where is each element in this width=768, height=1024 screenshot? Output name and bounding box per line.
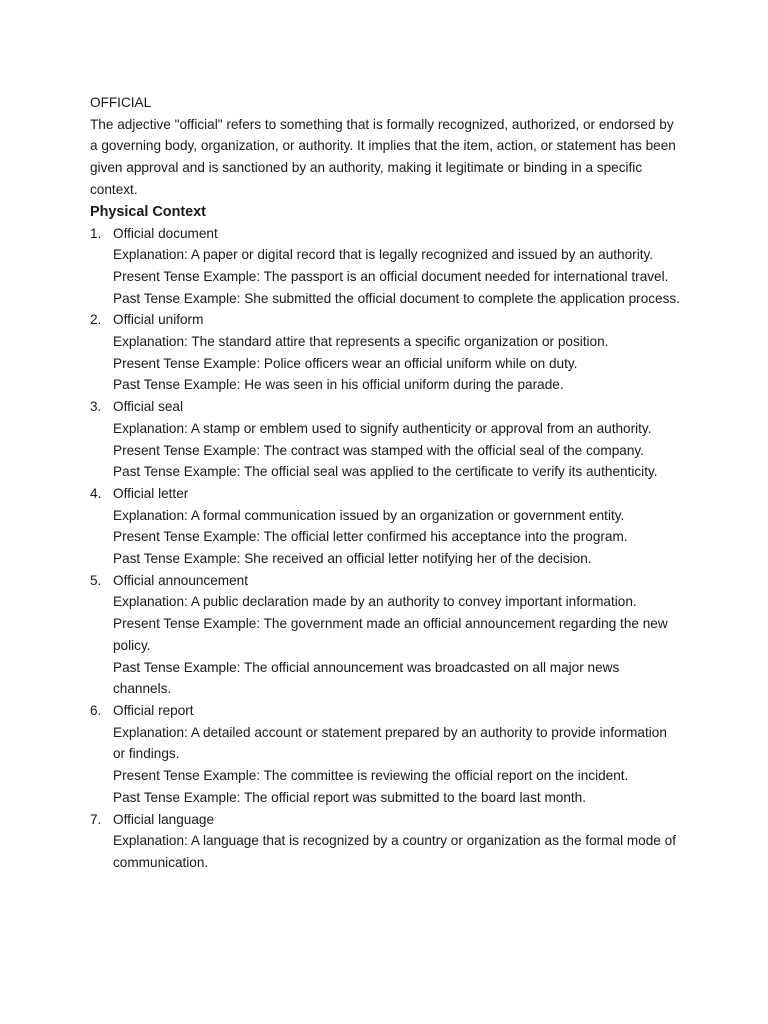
past-example-text: Past Tense Example: The official report was submitted to the board last month.: [113, 789, 587, 805]
document-title: OFFICIAL: [90, 95, 152, 110]
item-number: 6.: [90, 702, 102, 718]
intro-paragraph: The adjective "official" refers to something that is formally recognized, authorized, or endorsed by a governing body, organization, or authority. It implies that the item, action, or statement has been given approval and is sanctioned by an authority, making it legitimate or binding in a specific context.: [90, 116, 676, 197]
list-item: [90, 570, 680, 700]
present-example-text: Present Tense Example: The passport is an official document needed for international travel.: [113, 268, 669, 284]
item-number: 7.: [90, 811, 102, 827]
present-example-text: Present Tense Example: The official letter confirmed his acceptance into the program.: [113, 529, 628, 545]
item-number: 3.: [90, 399, 102, 415]
explanation-text: Explanation: A stamp or emblem used to signify authenticity or approval from an authority.: [113, 420, 652, 436]
past-example-text: Past Tense Example: She submitted the official document to complete the application process.: [113, 290, 680, 306]
explanation-text: Explanation: A language that is recognized by a country or organization as the formal mode of communication.: [113, 833, 676, 870]
term-name: Official letter: [113, 485, 189, 501]
present-example-text: Present Tense Example: Police officers wear an official uniform while on duty.: [113, 355, 578, 371]
explanation-text: Explanation: The standard attire that represents a specific organization or position.: [113, 334, 609, 350]
term-name: Official announcement: [113, 572, 249, 588]
explanation-text: Explanation: A formal communication issued by an organization or government entity.: [113, 507, 625, 523]
term-list: [90, 223, 680, 874]
past-example-text: Past Tense Example: He was seen in his official uniform during the parade.: [113, 377, 564, 393]
present-example-text: Present Tense Example: The contract was stamped with the official seal of the company.: [113, 442, 644, 458]
item-number: 5.: [90, 572, 102, 588]
explanation-text: Explanation: A paper or digital record that is legally recognized and issued by an authority.: [113, 247, 654, 263]
past-example-text: Past Tense Example: The official seal was applied to the certificate to verify its authenticity.: [113, 464, 658, 480]
item-number: 4.: [90, 485, 102, 501]
present-example-text: Present Tense Example: The committee is reviewing the official report on the incident.: [113, 768, 629, 784]
list-item: [90, 700, 680, 809]
term-name: Official language: [113, 811, 215, 827]
explanation-text: Explanation: A detailed account or statement prepared by an authority to provide information or findings.: [113, 724, 667, 762]
list-item: [90, 483, 680, 570]
list-item: [90, 223, 680, 310]
term-name: Official report: [113, 702, 194, 718]
item-number: 2.: [90, 312, 102, 328]
list-item: [90, 396, 680, 483]
term-name: Official uniform: [113, 312, 204, 328]
section-heading: Physical Context: [90, 203, 206, 220]
list-item: [90, 809, 680, 874]
document-page: [90, 92, 680, 874]
term-name: Official document: [113, 225, 218, 241]
past-example-text: Past Tense Example: She received an official letter notifying her of the decision.: [113, 551, 592, 567]
present-example-text: Present Tense Example: The government made an official announcement regarding the new policy.: [113, 616, 668, 653]
past-example-text: Past Tense Example: The official announcement was broadcasted on all major news channels.: [113, 659, 620, 697]
item-number: 1.: [90, 225, 102, 241]
term-name: Official seal: [113, 399, 184, 415]
list-item: [90, 309, 680, 396]
explanation-text: Explanation: A public declaration made by an authority to convey important information.: [113, 594, 637, 610]
